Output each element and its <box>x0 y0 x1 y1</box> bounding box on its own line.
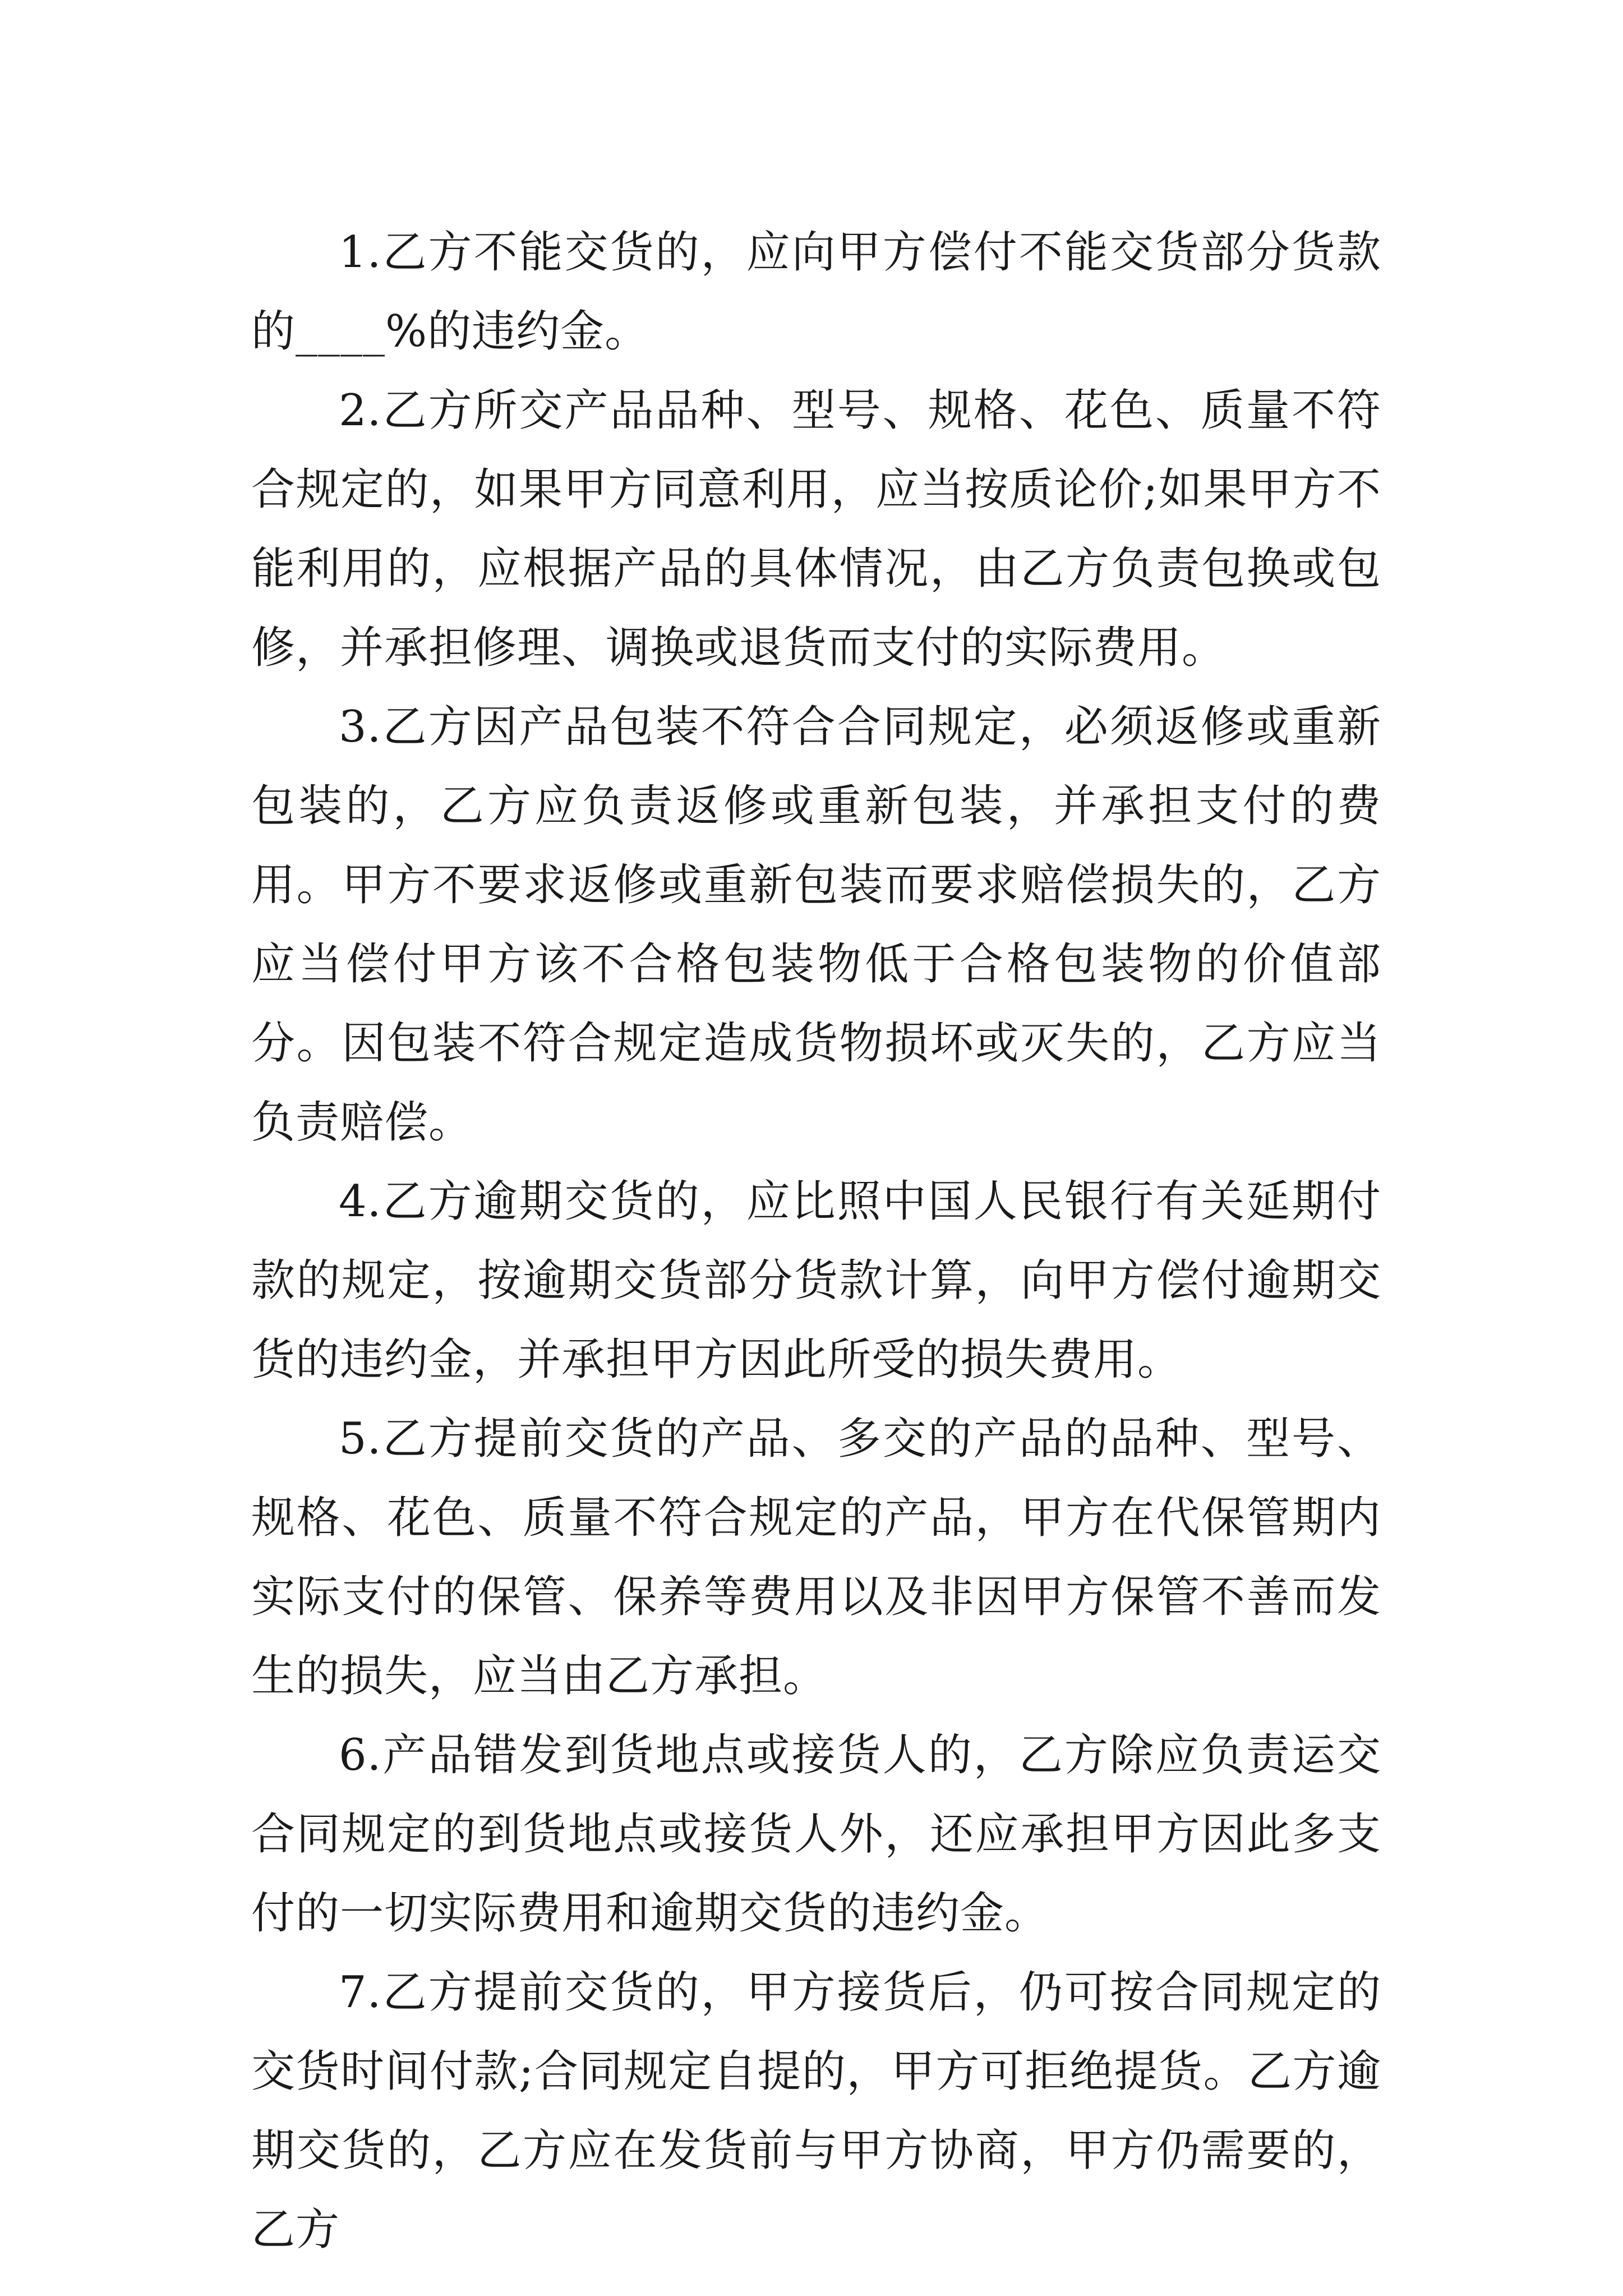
clause-3: 3.乙方因产品包装不符合合同规定，必须返修或重新包装的，乙方应负责返修或重新包装，并承担支付的费用。甲方不要求返修或重新包装而要求赔偿损失的，乙方应当偿付甲方该不合格包装物低于合格包装物的价值部分。因包装不符合规定造成货物损坏或灭失的，乙方应当负责赔偿。 <box>251 702 1381 1148</box>
clause-6: 6.产品错发到货地点或接货人的，乙方除应负责运交合同规定的到货地点或接货人外，还应承担甲方因此多支付的一切实际费用和逾期交货的违约金。 <box>251 1730 1381 1939</box>
clause-2: 2.乙方所交产品品种、型号、规格、花色、质量不符合规定的，如果甲方同意利用，应当按质论价;如果甲方不能利用的，应根据产品的具体情况，由乙方负责包换或包修，并承担修理、调换或退货而支付的实际费用。 <box>251 385 1381 673</box>
clause-5: 5.乙方提前交货的产品、多交的产品的品种、型号、规格、花色、质量不符合规定的产品，甲方在代保管期内实际支付的保管、保养等费用以及非因甲方保管不善而发生的损失，应当由乙方承担。 <box>251 1414 1381 1701</box>
document-body <box>251 213 1381 2270</box>
clause-7: 7.乙方提前交货的，甲方接货后，仍可按合同规定的交货时间付款;合同规定自提的，甲方可拒绝提货。乙方逾期交货的，乙方应在发货前与甲方协商，甲方仍需要的，乙方 <box>251 1967 1381 2255</box>
clause-1: 1.乙方不能交货的，应向甲方偿付不能交货部分货款的____%的违约金。 <box>251 227 1381 357</box>
clause-4: 4.乙方逾期交货的，应比照中国人民银行有关延期付款的规定，按逾期交货部分货款计算，向甲方偿付逾期交货的违约金，并承担甲方因此所受的损失费用。 <box>251 1176 1381 1385</box>
